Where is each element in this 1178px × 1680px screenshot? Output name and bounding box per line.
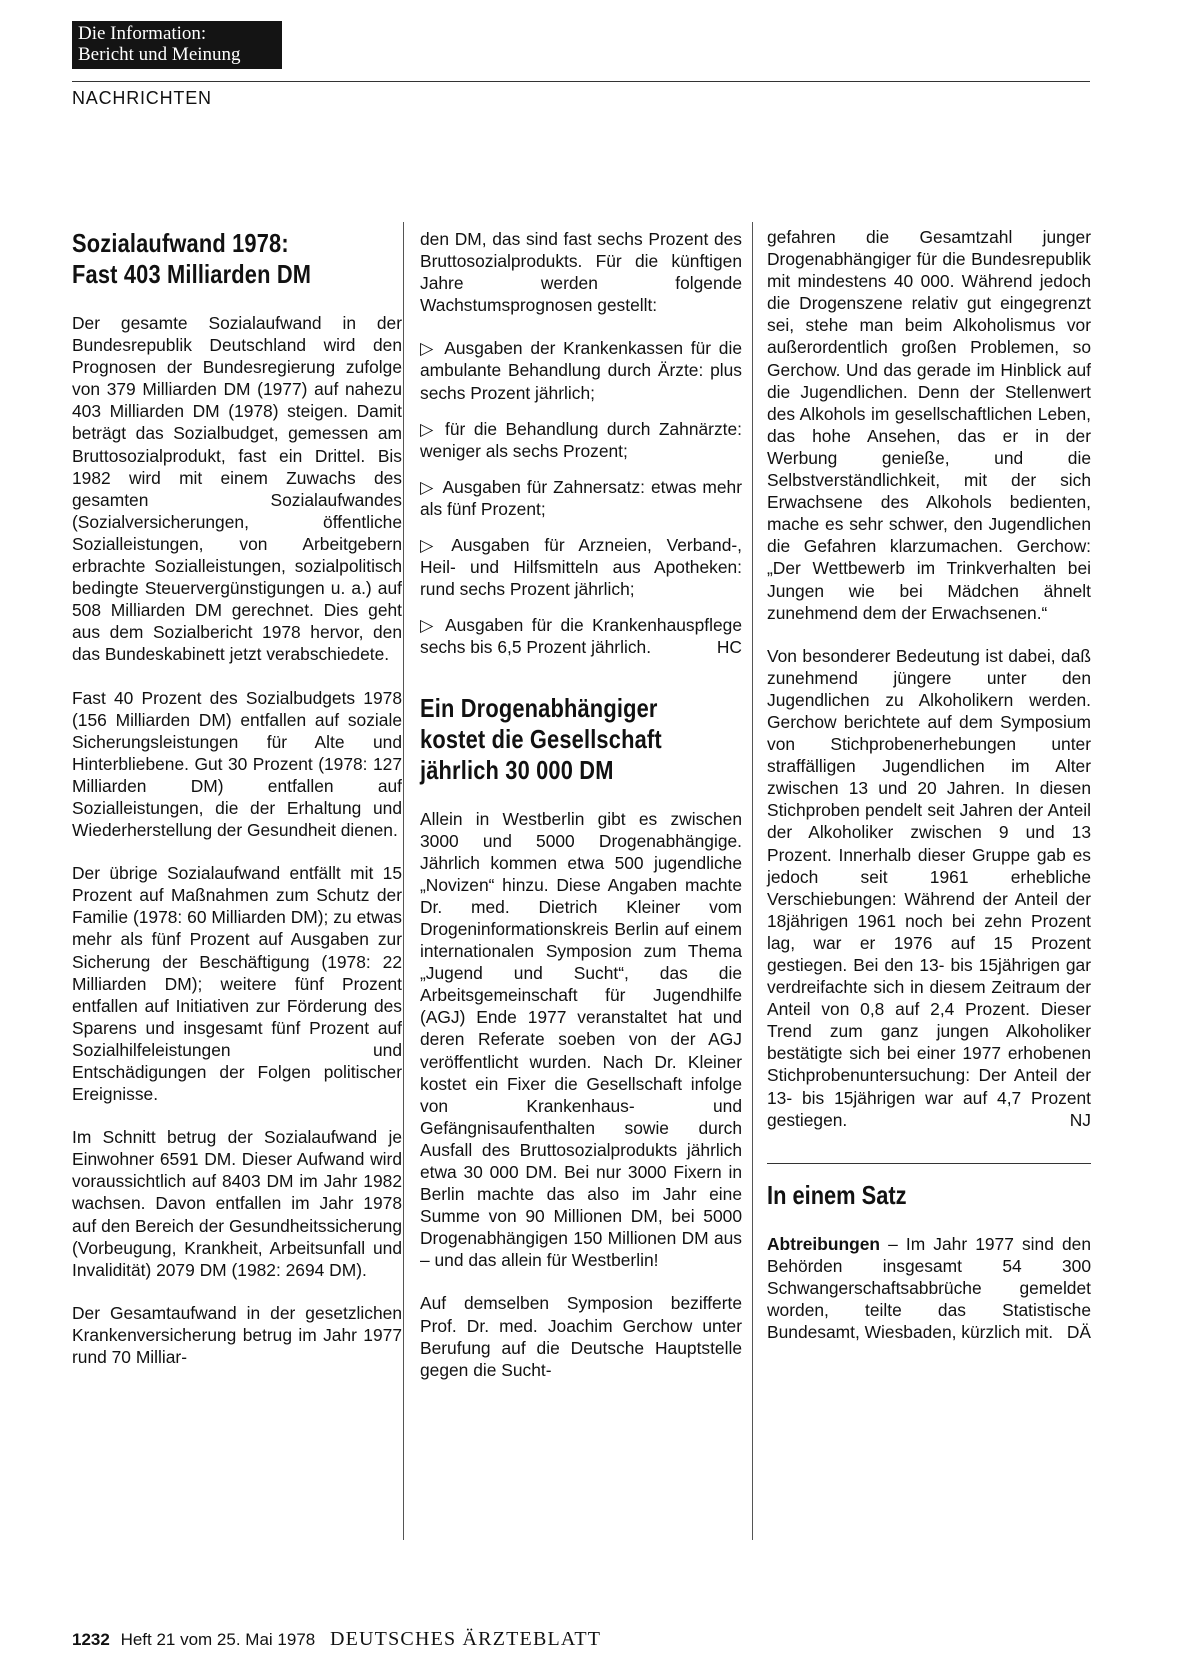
article3-rule [767, 1163, 1091, 1164]
article3-paragraph [767, 1233, 1091, 1343]
stamp-line-1: Die Information: [78, 23, 207, 44]
column-3 [767, 226, 1091, 1364]
bullet-item [420, 418, 742, 462]
article1-paragraph-4: Im Schnitt betrug der Sozialaufwand je Einwohner 6591 DM. Dieser Aufwand wird voraussichtlich auf 8403 DM im Jahr 1982 wachsen. Davon entfallen im Jahr 1978 auf den Bereich der Gesundheitssicherung (Vorbeugung, Krankheit, Arbeitsunfall und Invalidität) 2079 DM (1982: 2694 DM). [72, 1127, 402, 1280]
article1-headline-line-1: Sozialaufwand 1978: [72, 228, 289, 258]
article2-headline [420, 693, 742, 786]
bullet-item [420, 476, 742, 520]
bullet-text: Ausgaben für Zahnersatz: etwas mehr als fünf Prozent; [420, 476, 743, 519]
triangle-bullet-icon: ▷ [420, 535, 444, 556]
stamp-line-2: Bericht und Meinung [78, 44, 241, 65]
bullet-item [420, 534, 742, 600]
triangle-bullet-icon: ▷ [420, 338, 437, 359]
article2-headline-line-3: jährlich 30 000 DM [420, 754, 614, 785]
article3-text: – Im Jahr 1977 sind den Behörden insgesamt 54 300 Schwangerschaftsabbrüche gemeldet worden, teilte das Statistische Bundesamt, Wiesbaden, kürzlich mit. [767, 1233, 1091, 1343]
column-1 [72, 228, 402, 1389]
triangle-bullet-icon: ▷ [420, 615, 437, 636]
bullet-text: Ausgaben für die Krankenhauspflege sechs bis 6,5 Prozent jährlich. [420, 615, 742, 658]
article2-headline-line-1: Ein Drogenabhängiger [420, 692, 658, 723]
bullet-text: Ausgaben der Krankenkassen für die ambulante Behandlung durch Ärzte: plus sechs Prozent jährlich; [420, 338, 742, 403]
bullet-item [420, 614, 742, 658]
section-label: NACHRICHTEN [72, 88, 212, 108]
article2-paragraph-4 [767, 645, 1091, 1131]
article1-paragraph-5: Der Gesamtaufwand in der gesetzlichen Krankenversicherung betrug im Jahr 1977 rund 70 Milliar- [72, 1302, 402, 1368]
article1-paragraph-3: Der übrige Sozialaufwand entfällt mit 15 Prozent auf Maßnahmen zum Schutz der Familie (1978: 60 Milliarden DM); zu etwas mehr als fünf Prozent auf Ausgaben zur Sicherung der Beschäftigung (1978: 22 Milliarden DM); weitere fünf Prozent entfallen auf Initiativen zur Förderung des Sparens und insgesamt fünf Prozent auf Sozialhilfeleistungen und Entschädigungen der Folgen politischer Ereignisse. [72, 863, 402, 1105]
article2-paragraph-2: Auf demselben Symposion bezifferte Prof. Dr. med. Joachim Gerchow unter Berufung auf die Deutsche Hauptstelle gegen die Sucht- [420, 1293, 742, 1380]
article2-paragraph-4-text: Von besonderer Bedeutung ist dabei, daß zunehmend jüngere unter den Jugendlichen zu Alkoholikern werden. Gerchow berichtete auf dem Symposium von Stichprobenerhebungen unter straffälligen Jugendlichen im Alter zwischen 13 und 20 Jahren. In diesen Stichproben pendelt seit Jahren der Anteil der Alkoholiker zwischen 9 und 13 Prozent. Innerhalb dieser Gruppe gab es jedoch seit 1961 erhebliche Verschiebungen: Während der Anteil der 18jährigen 1961 noch bei zehn Prozent lag, war er 1976 auf 15 Prozent gestiegen. Bei den 13- bis 15jährigen gar verdreifachte sich in diesem Zeitraum der Anteil von 0,8 auf 2,4 Prozent. Dieser Trend zum ganz jungen Alkoholiker bestätigte sich bei einer 1977 erhobenen Stichprobenuntersuchung: Der Anteil der 13- bis 15jährigen war auf 4,7 Prozent gestiegen. [767, 645, 1091, 1130]
article1-paragraph-1: Der gesamte Sozialaufwand in der Bundesrepublik Deutschland wird den Prognosen der Bundesregierung zufolge von 379 Milliarden DM (1977) auf nahezu 403 Milliarden DM (1978) steigen. Damit beträgt das Sozialbudget, gemessen am Bruttosozialprodukt, fast ein Drittel. Bis 1982 wird mit einem Zuwachs des gesamten Sozialaufwandes (Sozialversicherungen, öffentliche Sozialleistungen, von Arbeitgebern erbrachte Sozialleistungen, sozialpolitisch bedingte Steuervergünstigungen u. a.) auf 508 Milliarden DM gerechnet. Dies geht aus dem Sozialbericht 1978 hervor, den das Bundeskabinett jetzt verabschiedete. [72, 313, 402, 665]
article1-paragraph-2: Fast 40 Prozent des Sozialbudgets 1978 (156 Milliarden DM) entfallen auf soziale Sicherungsleistungen für Alte und Hinterbliebene. Gut 30 Prozent (1978: 127 Milliarden DM) entfallen auf Sozialleistungen, die der Erhaltung und Wiederherstellung der Gesundheit dienen. [72, 687, 402, 841]
section-stamp [72, 21, 282, 69]
bullet-item [420, 337, 742, 403]
article1-headline [72, 228, 402, 290]
article2-paragraph-1: Allein in Westberlin gibt es zwischen 3000 und 5000 Drogenabhängige. Jährlich kommen etwa 500 jugendliche „Novizen“ hinzu. Diese Angaben machte Dr. med. Dietrich Kleiner vom Drogeninformationskreis Berlin auf einem internationalen Symposion zum Thema „Jugend und Sucht“, das die Arbeitsgemeinschaft für Jugendhilfe (AGJ) Ende 1977 veranstaltet hat und deren Referate soeben von der AGJ veröffentlicht wurden. Nach Dr. Kleiner kostet ein Fixer die Gesellschaft infolge von Krankenhaus- und Gefängnisaufenthalten sowie durch Ausfall des Bruttosozialprodukts jährlich etwa 30 000 DM. Bei nur 3000 Fixern in Berlin machte das also im Jahr eine Summe von 90 Millionen DM, bei 5000 Drogenabhängigen 150 Millionen DM aus – und das allein für Westberlin! [420, 808, 742, 1271]
bullet-text: für die Behandlung durch Zahnärzte: weniger als sechs Prozent; [420, 418, 742, 461]
header-rule [72, 81, 1090, 82]
article1-signature: HC [716, 637, 742, 658]
triangle-bullet-icon: ▷ [420, 418, 438, 439]
article2-signature: NJ [1069, 1109, 1091, 1130]
column-separator-2 [752, 222, 753, 1540]
triangle-bullet-icon: ▷ [420, 476, 435, 497]
bullet-text: Ausgaben für Arzneien, Verband-, Heil- und Hilfsmitteln aus Apotheken: rund sechs Prozent jährlich; [420, 535, 743, 600]
page-number: 1232 [72, 1630, 110, 1649]
article2-paragraph-3: gefahren die Gesamtzahl junger Drogenabhängiger für die Bundesrepublik mit mindestens 40 000. Während jedoch die Drogenszene relativ gut eingegrenzt sei, stehe man beim Alkoholismus vor außerordentlich großen Problemen, so Gerchow. Und das gerade im Hinblick auf die Jugendlichen. Denn der Stellenwert des Alkohols im gesellschaftlichen Leben, das hohe Ansehen, das er in der Werbung genieße, und die Selbstverständlichkeit, mit der sich Erwachsene des Alkohols bedienten, mache es sehr schwer, den Jugendlichen die Gefahren klarzumachen. Gerchow: „Der Wettbewerb im Trinkverhalten bei Jungen wie bei Mädchen ähnelt zunehmend dem der Erwachsenen.“ [767, 227, 1091, 623]
column-separator-1 [403, 222, 404, 1540]
magazine-title: DEUTSCHES ÄRZTEBLATT [329, 1628, 602, 1650]
article3-lead: Abtreibungen [767, 1233, 881, 1254]
issue-info: Heft 21 vom 25. Mai 1978 [120, 1630, 316, 1649]
article1-headline-line-2: Fast 403 Milliarden DM [72, 259, 312, 289]
column-2 [420, 228, 742, 1402]
article3-signature: DÄ [1066, 1322, 1091, 1343]
article2-headline-line-2: kostet die Gesellschaft [420, 723, 662, 754]
article1-paragraph-6: den DM, das sind fast sechs Prozent des Bruttosozialprodukts. Für die künftigen Jahre werden folgende Wachstumsprognosen gestellt: [420, 229, 742, 316]
page-footer [72, 1628, 601, 1651]
article3-headline: In einem Satz [767, 1179, 907, 1210]
